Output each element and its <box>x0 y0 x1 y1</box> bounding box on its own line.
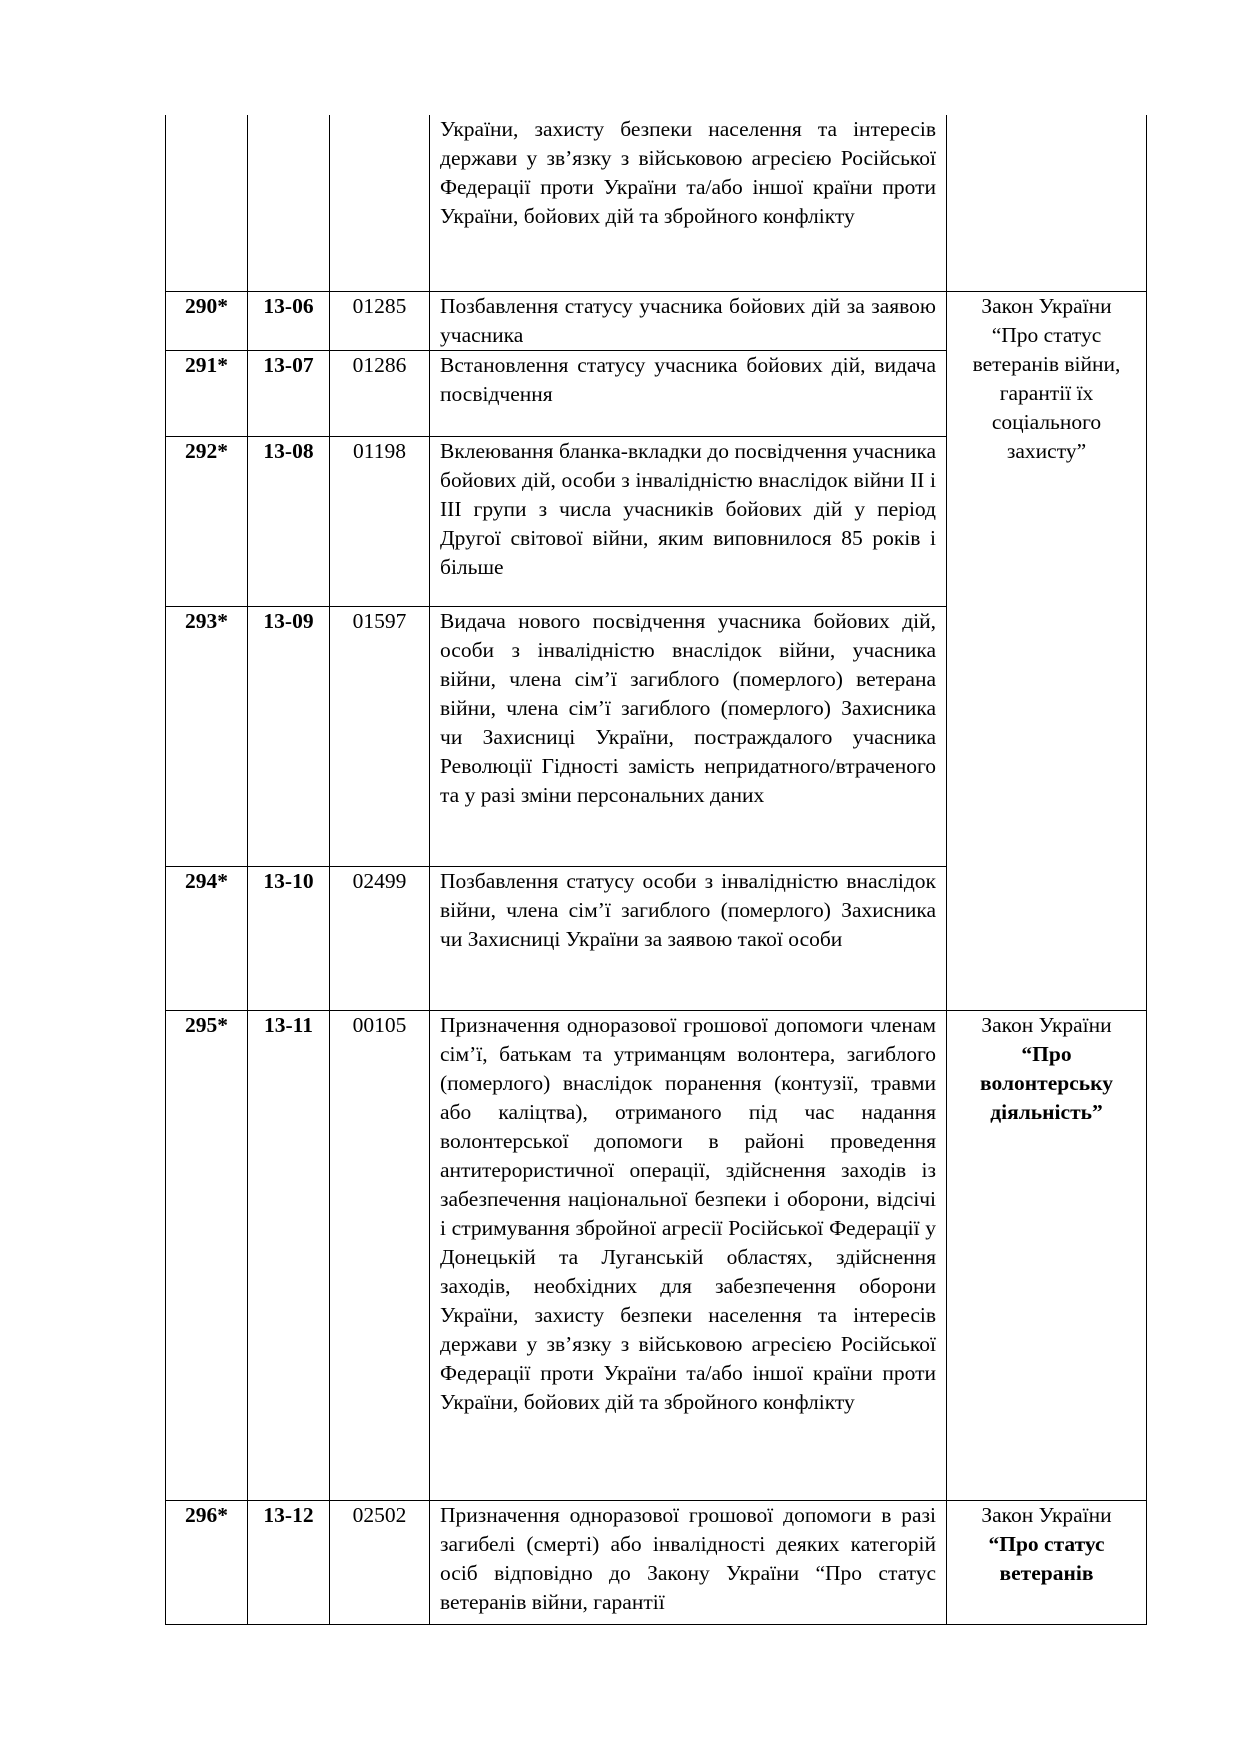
row-code-cell: 13-12 <box>248 1500 330 1624</box>
law-cell <box>947 115 1147 291</box>
row-id-cell: 01198 <box>330 436 430 606</box>
row-number-cell: 294* <box>166 866 248 1010</box>
row-id-cell: 01285 <box>330 291 430 350</box>
service-name-cell: Позбавлення статусу учасника бойових дій за заявою учасника <box>430 291 947 350</box>
row-number-cell: 296* <box>166 1500 248 1624</box>
table-row <box>166 1010 1147 1500</box>
row-code-cell: 13-11 <box>248 1010 330 1500</box>
law-prefix: Закон України <box>981 1502 1112 1527</box>
table-row <box>166 1500 1147 1624</box>
row-id-cell: 01597 <box>330 606 430 866</box>
service-name-cell: Видача нового посвідчення учасника бойових дій, особи з інвалідністю внаслідок війни, учасника війни, члена сім’ї загиблого (померлого) ветерана війни, члена сім’ї загиблого (померлого) Захисника чи Захисниці України, постраждалого учасника Революції Гідності замість непридатного/втраченого та у разі зміни персональних даних <box>430 606 947 866</box>
row-code-cell <box>248 115 330 291</box>
law-cell <box>947 1500 1147 1624</box>
row-number-cell: 290* <box>166 291 248 350</box>
service-name-cell: Позбавлення статусу особи з інвалідністю внаслідок війни, члена сім’ї загиблого (померлого) Захисника чи Захисниці України за заявою такої особи <box>430 866 947 1010</box>
row-id-cell: 02499 <box>330 866 430 1010</box>
row-id-cell: 01286 <box>330 350 430 436</box>
service-name-cell: України, захисту безпеки населення та інтересів держави у зв’язку з військовою агресією Російської Федерації проти України та/або іншої країни проти України, бойових дій та збройного конфлікту <box>430 115 947 291</box>
law-title: “Про волонтерську діяльність” <box>980 1041 1113 1124</box>
row-id-cell <box>330 115 430 291</box>
row-code-cell: 13-10 <box>248 866 330 1010</box>
row-code-cell: 13-07 <box>248 350 330 436</box>
row-id-cell: 02502 <box>330 1500 430 1624</box>
row-code-cell: 13-09 <box>248 606 330 866</box>
table-row <box>166 291 1147 350</box>
table-row <box>166 115 1147 291</box>
row-code-cell: 13-06 <box>248 291 330 350</box>
services-table <box>165 115 1147 1625</box>
service-name-cell: Вклеювання бланка-вкладки до посвідчення учасника бойових дій, особи з інвалідністю внаслідок війни II і III групи з числа учасників бойових дій у період Другої світової війни, яким виповнилося 85 років і більше <box>430 436 947 606</box>
row-number-cell: 295* <box>166 1010 248 1500</box>
service-name-cell: Встановлення статусу учасника бойових дій, видача посвідчення <box>430 350 947 436</box>
service-name-cell: Призначення одноразової грошової допомоги членам сім’ї, батькам та утриманцям волонтера, загиблого (померлого) внаслідок поранення (контузії, травми або каліцтва), отриманого під час надання волонтерської допомоги в районі проведення антитерористичної операції, здійснення заходів із забезпечення національної безпеки і оборони, відсічі і стримування збройної агресії Російської Федерації у Донецькій та Луганській областях, здійснення заходів, необхідних для забезпечення оборони України, захисту безпеки населення та інтересів держави у зв’язку з військовою агресією Російської Федерації проти України та/або іншої країни проти України, бойових дій та збройного конфлікту <box>430 1010 947 1500</box>
row-number-cell: 292* <box>166 436 248 606</box>
law-cell: Закон України “Про статус ветеранів війни, гарантії їх соціального захисту” <box>947 291 1147 1010</box>
row-id-cell: 00105 <box>330 1010 430 1500</box>
row-number-cell: 293* <box>166 606 248 866</box>
row-number-cell: 291* <box>166 350 248 436</box>
row-code-cell: 13-08 <box>248 436 330 606</box>
service-name-cell: Призначення одноразової грошової допомоги в разі загибелі (смерті) або інвалідності деяких категорій осіб відповідно до Закону України “Про статус ветеранів війни, гарантії <box>430 1500 947 1624</box>
row-number-cell <box>166 115 248 291</box>
law-title: “Про статус ветеранів <box>988 1531 1105 1585</box>
law-prefix: Закон України <box>981 1012 1112 1037</box>
law-cell <box>947 1010 1147 1500</box>
